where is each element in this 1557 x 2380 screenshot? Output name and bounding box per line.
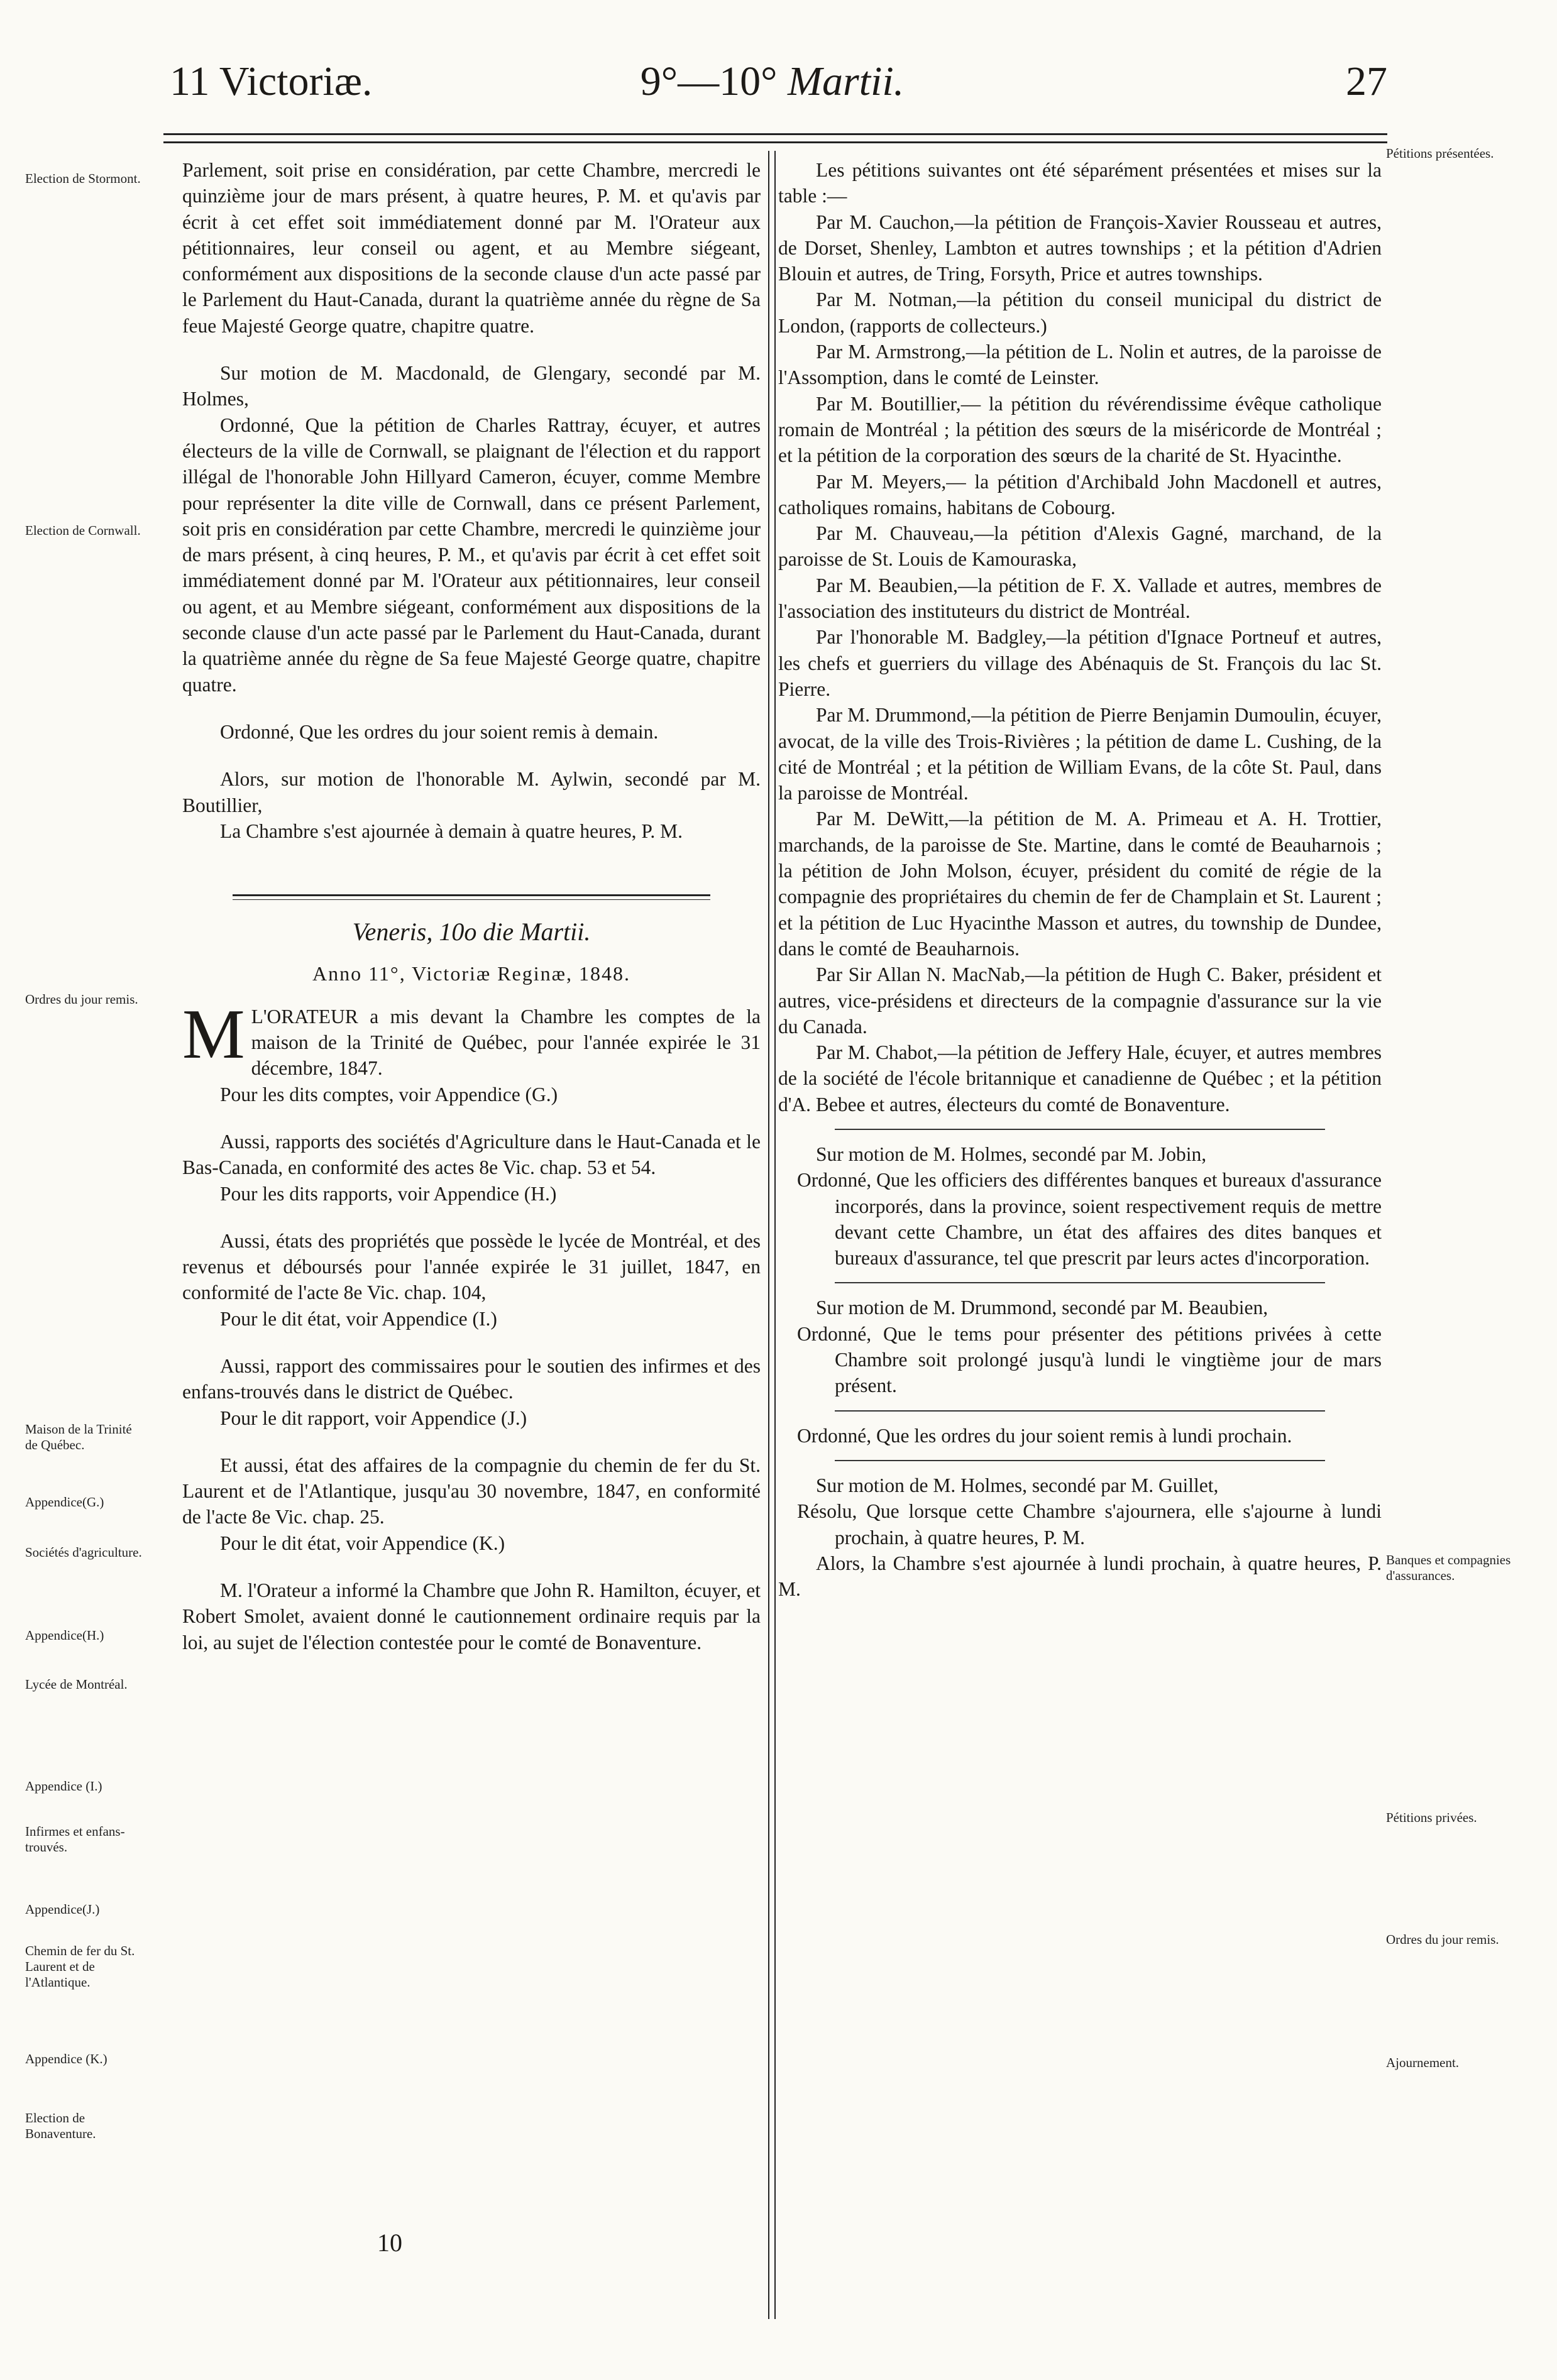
paragraph: Et aussi, état des affaires de la compagnie du chemin de fer du St. Laurent et de l'Atlantique, jusqu'au 30 novembre, 1847, en conformité de l'acte 8e Vic. chap. 25.: [182, 1454, 761, 1528]
paragraph: Les pétitions suivantes ont été séparément présentées et mises sur la table :—: [778, 159, 1382, 207]
section-rule: [835, 1282, 1325, 1283]
paragraph: Pour les dits rapports, voir Appendice (H.): [220, 1182, 557, 1205]
paragraph: Ordonné, Que la pétition de Charles Rattray, écuyer, et autres électeurs de la ville de Cornwall, se plaignant de l'élection et du rapport illégal de l'honorable John Hillyard Cameron, écuyer, comme Membre pour représenter la dite ville de Cornwall, dans ce présent Parlement, soit pris en considération par cette Chambre, mercredi le quinzième jour de mars présent, à cinq heures, P. M., et qu'avis par écrit à cet effet soit immédiatement donné par M. l'Orateur aux pétitionnaires, leur conseil ou agent, et au Membre siégeant, conformément aux dispositions de la seconde clause d'un acte passé par le Parlement du Haut-Canada, durant la quatrième année du règne de Sa feue Majesté George quatre, chapitre quatre.: [182, 414, 761, 696]
margin-note-banques: Banques et compagnies d'assurances.: [1386, 1552, 1511, 1583]
paragraph: Par M. Notman,—la pétition du conseil municipal du district de London, (rapports de collecteurs.): [778, 288, 1382, 337]
paragraph: Parlement, soit prise en considération, par cette Chambre, mercredi le quinzième jour de mars présent, à quatre heures, P. M. et qu'avis par écrit à cet effet soit immédiatement donné par M. l'Orateur aux pétitionnaires, leur conseil ou agent, et au Membre siégeant, conformément aux dispositions de la seconde clause d'un acte passé par le Parlement du Haut-Canada, durant la quatrième année du règne de Sa feue Majesté George quatre, chapitre quatre.: [182, 159, 761, 337]
paragraph: Sur motion de M. Drummond, secondé par M. Beaubien,: [816, 1297, 1268, 1319]
paragraph: Aussi, rapports des sociétés d'Agriculture dans le Haut-Canada et le Bas-Canada, en conformité des actes 8e Vic. chap. 53 et 54.: [182, 1130, 761, 1179]
paragraph: Résolu, Que lorsque cette Chambre s'ajournera, elle s'ajourne à lundi prochain, à quatre heures, P. M.: [797, 1500, 1382, 1549]
paragraph: Par Sir Allan N. MacNab,—la pétition de Hugh C. Baker, président et autres, vice-présidens et directeurs de la compagnie d'assurance sur la vie du Canada.: [778, 963, 1382, 1038]
section-rule: [835, 1129, 1325, 1130]
paragraph: Par M. DeWitt,—la pétition de M. A. Primeau et A. H. Trottier, marchands, de la paroisse de Ste. Martine, dans le comté de Beauharnois ; la pétition de John Molson, écuyer, président du comité de régie de la compagnie des propriétaires du chemin de fer de Champlain et St. Laurent ; et la pétition de Luc Hyacinthe Masson et autres, du township de Dundee, dans le comté de Beauharnois.: [778, 808, 1382, 960]
margin-note-petitions-privees: Pétitions privées.: [1386, 1810, 1477, 1825]
paragraph: Ordonné, Que les ordres du jour soient remis à lundi prochain.: [797, 1424, 1292, 1447]
session-anno: Anno 11°, Victoriæ Reginæ, 1848.: [312, 962, 630, 985]
column-divider: [768, 151, 776, 2319]
margin-note-ordres: Ordres du jour remis.: [25, 992, 138, 1007]
paragraph: Pour les dits comptes, voir Appendice (G.): [220, 1083, 558, 1105]
header-rule: [163, 133, 1387, 143]
paragraph: M. l'Orateur a informé la Chambre que John R. Hamilton, écuyer, et Robert Smolet, avaient donné le cautionnement ordinaire requis par la loi, au sujet de l'élection contestée pour le comté de Bonaventure.: [182, 1579, 761, 1653]
margin-note-ajournement: Ajournement.: [1386, 2055, 1460, 2070]
paragraph-dropcap: [182, 995, 761, 1082]
margin-note-appendice-k: Appendice (K.): [25, 2051, 107, 2066]
margin-note-appendice-j: Appendice(J.): [25, 1902, 100, 1917]
paragraph: Par M. Armstrong,—la pétition de L. Nolin et autres, de la paroisse de l'Assomption, dans le comté de Leinster.: [778, 341, 1382, 389]
margin-note-appendice-i: Appendice (I.): [25, 1779, 102, 1794]
margin-note-trinite: Maison de la Trinité de Québec.: [25, 1422, 132, 1452]
drop-cap: M: [182, 995, 245, 1073]
running-head-date-word: Martii.: [788, 58, 905, 104]
margin-note-agriculture: Sociétés d'agriculture.: [25, 1545, 142, 1560]
margin-note-appendice-g: Appendice(G.): [25, 1494, 104, 1510]
margin-note-stormont: Election de Stormont.: [25, 171, 141, 186]
paragraph: Sur motion de M. Holmes, secondé par M. Jobin,: [816, 1143, 1207, 1165]
paragraph: Ordonné, Que les ordres du jour soient remis à demain.: [220, 720, 659, 743]
paragraph: Sur motion de M. Macdonald, de Glengary, secondé par M. Holmes,: [182, 362, 761, 410]
paragraph: Alors, la Chambre s'est ajournée à lundi prochain, à quatre heures, P. M.: [778, 1552, 1382, 1601]
paragraph: Ordonné, Que les officiers des différentes banques et bureaux d'assurance incorporés, dans la province, soient respectivement requis de mettre devant cette Chambre, un état des affaires des dites banques et bureaux d'assurance, tel que prescrit par leurs actes d'incorporation.: [797, 1169, 1382, 1270]
paragraph: Aussi, états des propriétés que possède le lycée de Montréal, et des revenus et déboursés pour l'année expirée le 31 juillet, 1847, en conformité de l'acte 8e Vic. chap. 104,: [182, 1229, 761, 1304]
paragraph: Par M. Chabot,—la pétition de Jeffery Hale, écuyer, et autres membres de la société de l'école britannique et canadienne de Québec ; et la pétition d'A. Bebee et autres, électeurs du comté de Bonaventure.: [778, 1041, 1382, 1116]
margin-note-infirmes: Infirmes et enfans-trouvés.: [25, 1824, 125, 1855]
running-head-left: 11 Victoriæ.: [170, 58, 373, 104]
page-header: [157, 58, 1387, 114]
margin-note-bonaventure: Election de Bonaventure.: [25, 2110, 96, 2141]
margin-note-appendice-h: Appendice(H.): [25, 1628, 104, 1643]
paragraph: Par M. Drummond,—la pétition de Pierre Benjamin Dumoulin, écuyer, avocat, de la ville des Trois-Rivières ; la pétition de dame L. Cushing, de la cité de Montréal ; et la pétition de William Evans, de la côte St. Paul, dans la paroisse de Montréal.: [778, 704, 1382, 804]
right-column: [778, 157, 1382, 1602]
running-head-date: [157, 58, 1387, 106]
paragraph: Par M. Meyers,— la pétition d'Archibald John Macdonell et autres, catholiques romains, habitans de Cobourg.: [778, 470, 1382, 518]
paragraph: Alors, sur motion de l'honorable M. Aylwin, secondé par M. Boutillier,: [182, 768, 761, 816]
paragraph: Pour le dit état, voir Appendice (I.): [220, 1307, 497, 1330]
paragraph-text: L'ORATEUR a mis devant la Chambre les comptes de la maison de la Trinité de Québec, pour l'année expirée le 31 décembre, 1847.: [251, 1005, 761, 1080]
section-rule: [835, 1460, 1325, 1461]
page-number-bottom: 10: [377, 2229, 402, 2257]
paragraph: Pour le dit rapport, voir Appendice (J.): [220, 1407, 527, 1429]
margin-note-lycee: Lycée de Montréal.: [25, 1677, 128, 1692]
session-title: Veneris, 10o die Martii.: [352, 918, 591, 946]
paragraph: Pour le dit état, voir Appendice (K.): [220, 1532, 505, 1554]
section-rule: [233, 894, 710, 900]
margin-note-chemin-de-fer: Chemin de fer du St. Laurent et de l'Atlantique.: [25, 1943, 135, 1990]
paragraph: Par M. Boutillier,— la pétition du révérendissime évêque catholique romain de Montréal ; la pétition des sœurs de la miséricorde de Montréal ; et la pétition de la corporation des sœurs de la charité de St. Hyacinthe.: [778, 392, 1382, 467]
running-head-date-num: 9°—10°: [640, 58, 778, 104]
paragraph: Par M. Chauveau,—la pétition d'Alexis Gagné, marchand, de la paroisse de St. Louis de Kamouraska,: [778, 522, 1382, 571]
paragraph: Par M. Cauchon,—la pétition de François-Xavier Rousseau et autres, de Dorset, Shenley, Lambton et autres townships ; et la pétition d'Adrien Blouin et autres, de Tring, Forsyth, Price et autres townships.: [778, 211, 1382, 285]
margin-note-petitions: Pétitions présentées.: [1386, 146, 1494, 161]
margin-note-cornwall: Election de Cornwall.: [25, 523, 141, 538]
margin-note-ordres-right: Ordres du jour remis.: [1386, 1932, 1499, 1947]
paragraph: Par l'honorable M. Badgley,—la pétition d'Ignace Portneuf et autres, les chefs et guerriers du village des Abénaquis de St. François du lac St. Pierre.: [778, 626, 1382, 700]
section-rule: [835, 1410, 1325, 1412]
paragraph: Aussi, rapport des commissaires pour le soutien des infirmes et des enfans-trouvés dans le district de Québec.: [182, 1354, 761, 1403]
paragraph: Par M. Beaubien,—la pétition de F. X. Vallade et autres, membres de l'association des instituteurs du district de Montréal.: [778, 574, 1382, 623]
paragraph: Sur motion de M. Holmes, secondé par M. Guillet,: [816, 1474, 1219, 1496]
paragraph: La Chambre s'est ajournée à demain à quatre heures, P. M.: [220, 820, 683, 842]
page-number-top: 27: [1346, 58, 1387, 104]
left-column: [182, 157, 761, 1655]
paragraph: Ordonné, Que le tems pour présenter des pétitions privées à cette Chambre soit prolongé jusqu'à lundi le vingtième jour de mars présent.: [797, 1322, 1382, 1397]
